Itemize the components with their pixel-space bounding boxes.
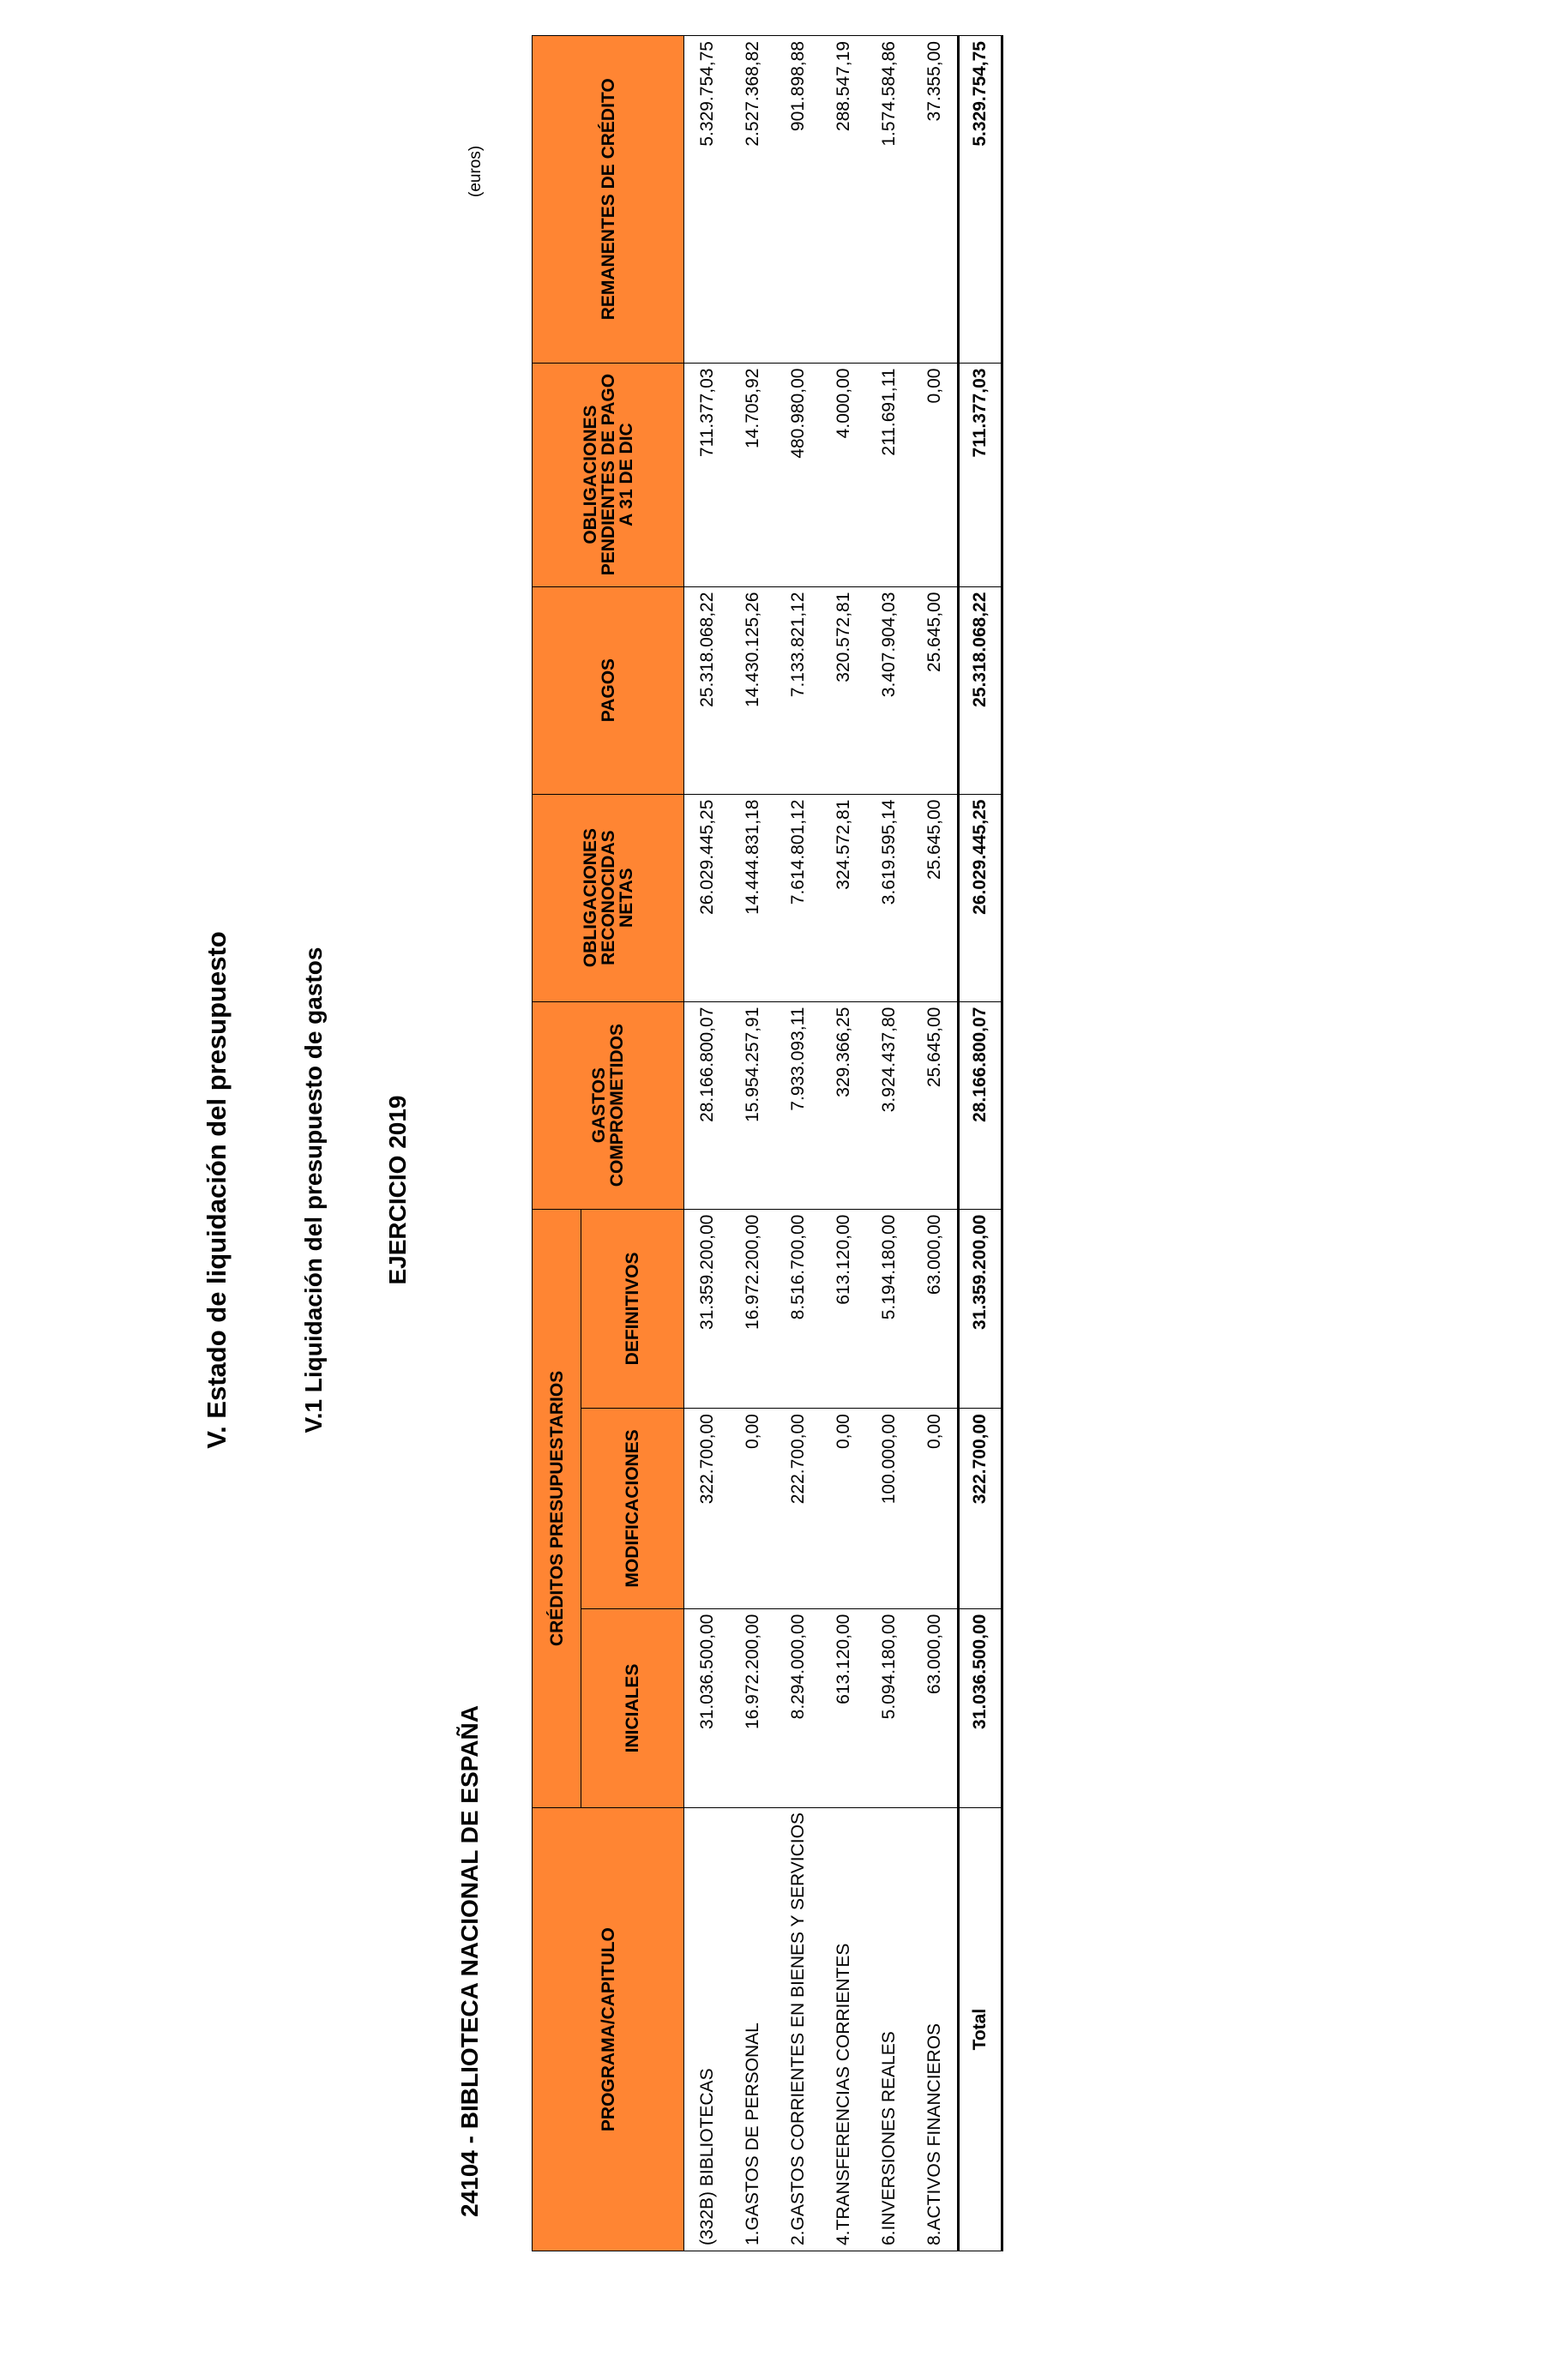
cell-definitivos: 63.000,00 bbox=[912, 1209, 959, 1409]
cell-remanentes: 5.329.754,75 bbox=[684, 36, 731, 364]
header-remanentes: REMANENTES DE CRÉDITO bbox=[533, 36, 684, 364]
cell-obligaciones: 25.645,00 bbox=[912, 794, 959, 1001]
cell-pendientes: 4.000,00 bbox=[821, 363, 866, 586]
header-obligaciones: OBLIGACIONES RECONOCIDAS NETAS bbox=[533, 794, 684, 1001]
units-label: (euros) bbox=[467, 145, 485, 197]
cell-obligaciones: 26.029.445,25 bbox=[684, 794, 731, 1001]
cell-gastos: 15.954.257,91 bbox=[730, 1001, 775, 1209]
cell-pagos: 14.430.125,26 bbox=[730, 586, 775, 794]
cell-iniciales: 16.972.200,00 bbox=[730, 1608, 775, 1808]
cell-definitivos: 5.194.180,00 bbox=[866, 1209, 912, 1409]
header-definitivos: DEFINITIVOS bbox=[581, 1209, 684, 1409]
row-label: 4.TRANSFERENCIAS CORRIENTES bbox=[821, 1808, 866, 2251]
cell-definitivos: 613.120,00 bbox=[821, 1209, 866, 1409]
cell-remanentes: 2.527.368,82 bbox=[730, 36, 775, 364]
total-obligaciones: 26.029.445,25 bbox=[959, 794, 1002, 1001]
cell-modificaciones: 0,00 bbox=[730, 1409, 775, 1609]
cell-remanentes: 1.574.584,86 bbox=[866, 36, 912, 364]
total-iniciales: 31.036.500,00 bbox=[959, 1608, 1002, 1808]
cell-modificaciones: 0,00 bbox=[912, 1409, 959, 1609]
row-label: 2.GASTOS CORRIENTES EN BIENES Y SERVICIOS bbox=[775, 1808, 821, 2251]
header-modificaciones: MODIFICACIONES bbox=[581, 1409, 684, 1609]
budget-table bbox=[532, 35, 1003, 2251]
total-pagos: 25.318.068,22 bbox=[959, 586, 1002, 794]
cell-gastos: 25.645,00 bbox=[912, 1001, 959, 1209]
cell-pendientes: 480.980,00 bbox=[775, 363, 821, 586]
cell-pagos: 3.407.904,03 bbox=[866, 586, 912, 794]
cell-definitivos: 8.516.700,00 bbox=[775, 1209, 821, 1409]
total-definitivos: 31.359.200,00 bbox=[959, 1209, 1002, 1409]
cell-obligaciones: 3.619.595,14 bbox=[866, 794, 912, 1001]
total-gastos: 28.166.800,07 bbox=[959, 1001, 1002, 1209]
cell-iniciales: 63.000,00 bbox=[912, 1608, 959, 1808]
row-label: 1.GASTOS DE PERSONAL bbox=[730, 1808, 775, 2251]
table-row bbox=[684, 36, 731, 2251]
cell-definitivos: 16.972.200,00 bbox=[730, 1209, 775, 1409]
cell-pagos: 25.645,00 bbox=[912, 586, 959, 794]
total-label: Total bbox=[959, 1808, 1002, 2251]
main-title: V. Estado de liquidación del presupuesto bbox=[202, 931, 232, 1449]
cell-gastos: 3.924.437,80 bbox=[866, 1001, 912, 1209]
cell-pendientes: 711.377,03 bbox=[684, 363, 731, 586]
cell-gastos: 7.933.093,11 bbox=[775, 1001, 821, 1209]
total-modificaciones: 322.700,00 bbox=[959, 1409, 1002, 1609]
fiscal-year: EJERCICIO 2019 bbox=[384, 1095, 411, 1285]
cell-pendientes: 0,00 bbox=[912, 363, 959, 586]
cell-pendientes: 14.705,92 bbox=[730, 363, 775, 586]
cell-pagos: 7.133.821,12 bbox=[775, 586, 821, 794]
cell-modificaciones: 222.700,00 bbox=[775, 1409, 821, 1609]
row-label: 8.ACTIVOS FINANCIEROS bbox=[912, 1808, 959, 2251]
table-row bbox=[866, 36, 912, 2251]
table-row bbox=[912, 36, 959, 2251]
cell-iniciales: 8.294.000,00 bbox=[775, 1608, 821, 1808]
cell-gastos: 28.166.800,07 bbox=[684, 1001, 731, 1209]
cell-obligaciones: 324.572,81 bbox=[821, 794, 866, 1001]
cell-modificaciones: 100.000,00 bbox=[866, 1409, 912, 1609]
header-pagos: PAGOS bbox=[533, 586, 684, 794]
organization-name: 24104 - BIBLIOTECA NACIONAL DE ESPAÑA bbox=[456, 1705, 483, 2217]
header-iniciales: INICIALES bbox=[581, 1608, 684, 1808]
header-pendientes: OBLIGACIONES PENDIENTES DE PAGO A 31 DE DIC bbox=[533, 363, 684, 586]
cell-definitivos: 31.359.200,00 bbox=[684, 1209, 731, 1409]
row-label: 6.INVERSIONES REALES bbox=[866, 1808, 912, 2251]
table-row bbox=[821, 36, 866, 2251]
total-pendientes: 711.377,03 bbox=[959, 363, 1002, 586]
cell-modificaciones: 0,00 bbox=[821, 1409, 866, 1609]
cell-remanentes: 901.898,88 bbox=[775, 36, 821, 364]
cell-iniciales: 613.120,00 bbox=[821, 1608, 866, 1808]
cell-pendientes: 211.691,11 bbox=[866, 363, 912, 586]
cell-gastos: 329.366,25 bbox=[821, 1001, 866, 1209]
cell-iniciales: 5.094.180,00 bbox=[866, 1608, 912, 1808]
cell-remanentes: 37.355,00 bbox=[912, 36, 959, 364]
cell-obligaciones: 14.444.831,18 bbox=[730, 794, 775, 1001]
cell-remanentes: 288.547,19 bbox=[821, 36, 866, 364]
table-row bbox=[730, 36, 775, 2251]
header-row-top bbox=[533, 36, 581, 2251]
row-label: (332B) BIBLIOTECAS bbox=[684, 1808, 731, 2251]
cell-pagos: 25.318.068,22 bbox=[684, 586, 731, 794]
cell-modificaciones: 322.700,00 bbox=[684, 1409, 731, 1609]
cell-pagos: 320.572,81 bbox=[821, 586, 866, 794]
total-row bbox=[959, 36, 1002, 2251]
header-programa: PROGRAMA/CAPITULO bbox=[533, 1808, 684, 2251]
table-row bbox=[775, 36, 821, 2251]
cell-iniciales: 31.036.500,00 bbox=[684, 1608, 731, 1808]
header-creditos: CRÉDITOS PRESUPUESTARIOS bbox=[533, 1209, 581, 1808]
cell-obligaciones: 7.614.801,12 bbox=[775, 794, 821, 1001]
sub-title: V.1 Liquidación del presupuesto de gastos bbox=[300, 947, 327, 1433]
header-gastos: GASTOS COMPROMETIDOS bbox=[533, 1001, 684, 1209]
total-remanentes: 5.329.754,75 bbox=[959, 36, 1002, 364]
